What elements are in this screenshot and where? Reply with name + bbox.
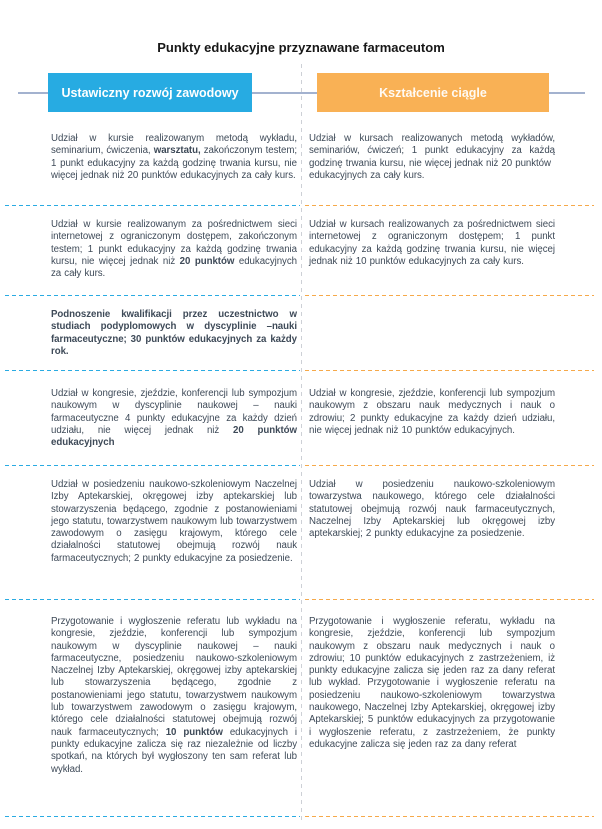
table-cell-left xyxy=(0,466,302,600)
cell-text: Udział w kursach realizowanych za pośrednictwem sieci internetowej z ograniczonym dostępem; 1 punkt edukacyjny za każdą godzinę trwania kursu, nie więcej jednak niż 10 punktów edukacyjnych za cały kurs. xyxy=(309,219,555,267)
table-row xyxy=(0,600,602,817)
cell-text: Udział w posiedzeniu naukowo-szkoleniowym Naczelnej Izby Aptekarskiej, okręgowej izby aptekarskiej lub stowarzyszenia będącego, zgodnie z postanowieniami jego statutu, towarzystwem naukowym lub towarzystwem zawodowym o zasięgu krajowym, którego cele działalności statutowej obejmują rozwój nauk farmaceutycznych; 2 punkty edukacyjne za posiedzenie. xyxy=(51,479,297,564)
table-cell-right xyxy=(302,296,602,371)
table-row xyxy=(0,113,602,206)
comparison-table xyxy=(0,113,602,817)
cell-text: Udział w kursie realizowanym za pośrednictwem sieci internetowej z ograniczonym dostępem, zakończonym testem; 1 punkt edukacyjny za każdą godzinę trwania kursu, nie więcej jednak niż 20 punktów edukacyjnych za cały kurs. xyxy=(51,219,297,280)
table-cell-left xyxy=(0,296,302,371)
table-cell-left xyxy=(0,113,302,206)
right-column-header: Kształcenie ciągle xyxy=(317,73,549,112)
table-cell-right xyxy=(302,206,602,296)
cell-text: Udział w kursie realizowanym metodą wykładu, seminarium, ćwiczenia, warsztatu, zakończonym testem; 1 punkt edukacyjny za każdą godzinę trwania kursu, nie więcej jednak niż 20 punktów edukacyjnych za cały kurs. xyxy=(51,133,297,181)
cell-text: Przygotowanie i wygłoszenie referatu, wykładu na kongresie, zjeździe, konferencji lub sympozjum naukowym z obszaru nauk medycznych i nauk o zdrowiu; 10 punktów edukacyjnych z zastrzeżeniem, iż punkty edukacyjne zalicza się jeden raz za dany referat lub wykład. Przygotowanie i wygłoszenie referatu na posiedzeniu naukowo-szkoleniowym towarzystwa naukowego, Naczelnej Izby Aptekarskiej, okręgowej izby Aptekarskiej; 5 punktów edukacyjnych za przygotowanie i wygłoszenie referatu, z zastrzeżeniem, że punkty edukacyjne zalicza się jeden raz za dany referat xyxy=(309,616,555,750)
table-cell-left xyxy=(0,600,302,817)
table-cell-right xyxy=(302,600,602,817)
cell-text: Udział w kongresie, zjeździe, konferencji lub sympozjum naukowym w dyscyplinie naukowej – nauki farmaceutyczne 4 punkty edukacyjne za każdy dzień udziału, nie więcej jednak niż 20 punktów edukacyjnych xyxy=(51,388,297,449)
table-cell-left xyxy=(0,206,302,296)
cell-text: Podnoszenie kwalifikacji przez uczestnictwo w studiach podyplomowych w dyscyplinie –nauki farmaceutyczne; 30 punktów edukacyjnych za każdy rok. xyxy=(51,309,297,357)
table-cell-right xyxy=(302,371,602,466)
table-cell-left xyxy=(0,371,302,466)
cell-text: Udział w kongresie, zjeździe, konferencji lub sympozjum naukowym z obszaru nauk medycznych i nauk o zdrowiu; 2 punkty edukacyjne za każdy dzień udziału, nie więcej jednak niż 10 punktów edukacyjnych. xyxy=(309,388,555,436)
table-row xyxy=(0,296,602,371)
page-title: Punkty edukacyjne przyznawane farmaceutom xyxy=(157,40,445,55)
cell-text: Przygotowanie i wygłoszenie referatu lub wykładu na kongresie, zjeździe, konferencji lub sympozjum naukowym w dyscyplinie naukowej – nauki farmaceutyczne, posiedzeniu naukowo-szkoleniowym Naczelnej Izby Aptekarskiej, okręgowej izby aptekarskiej lub stowarzyszenia będącego, zgodnie z postanowieniami jego statutu, towarzystwem naukowym lub towarzystwem zawodowym o zasięgu krajowym, którego cele działalności statutowej obejmują rozwój nauk farmaceutycznych; 10 punktów edukacyjnych i punkty edukacyjne zalicza się raz niezależnie od liczby spotkań, na których był wygłoszony ten sam referat lub wykład. xyxy=(51,616,297,775)
table-cell-right xyxy=(302,113,602,206)
table-row xyxy=(0,466,602,600)
cell-text: Udział w posiedzeniu naukowo-szkoleniowym towarzystwa naukowego, którego cele działalności statutowej obejmują rozwój nauk farmaceutycznych, Naczelnej Izby Aptekarskiej lub okręgowej izby aptekarskiej; 2 punkty edukacyjne za posiedzenie. xyxy=(309,479,555,540)
cell-text: Udział w kursach realizowanych metodą wykładów, seminariów, ćwiczeń; 1 punkt edukacyjny za każdą godzinę trwania kursu, nie więcej jednak niż 20 punktów edukacyjnych za cały kurs. xyxy=(309,133,555,181)
left-column-header: Ustawiczny rozwój zawodowy xyxy=(48,73,252,112)
table-row xyxy=(0,206,602,296)
table-row xyxy=(0,371,602,466)
table-cell-right xyxy=(302,466,602,600)
